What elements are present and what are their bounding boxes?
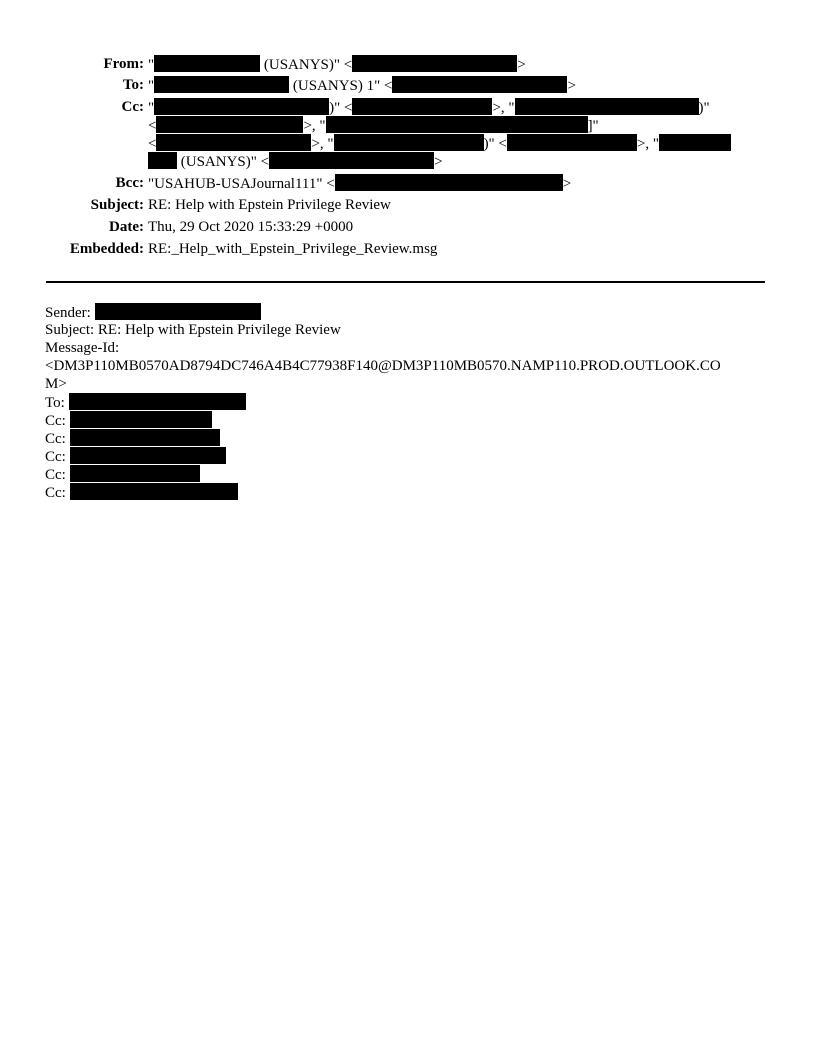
- cc-label: Cc:: [45, 431, 70, 447]
- redaction-block: [352, 98, 492, 115]
- cc-sep: (USANYS)" <: [177, 154, 270, 170]
- cc-sep: >, ": [492, 100, 515, 116]
- redaction-block: [156, 116, 303, 133]
- to-value: [148, 76, 576, 95]
- body-subject-line: Subject: RE: Help with Epstein Privilege Review: [45, 322, 341, 338]
- angle-close: >: [517, 57, 526, 73]
- redaction-block: [326, 116, 588, 133]
- embedded-label: Embedded:: [69, 241, 144, 257]
- message-id-value-line-2: M>: [45, 376, 67, 392]
- redaction-block: [70, 447, 226, 464]
- message-id-label: Message-Id:: [45, 340, 120, 356]
- cc-value-line-1: [148, 98, 710, 117]
- body-cc-line: [45, 429, 220, 448]
- divider: [46, 281, 765, 283]
- redaction-block: [154, 76, 289, 93]
- body-cc-line: [45, 465, 200, 484]
- to-label: To:: [122, 77, 144, 93]
- bcc-label: Bcc:: [115, 175, 144, 191]
- to-label: To:: [45, 395, 69, 411]
- cc-label: Cc:: [121, 99, 144, 115]
- cc-sep: >, ": [311, 136, 334, 152]
- angle-close: >: [562, 176, 572, 192]
- from-label: From:: [103, 56, 144, 72]
- redaction-block: [352, 55, 517, 72]
- angle-close: >: [434, 154, 443, 170]
- cc-label: Cc:: [45, 449, 70, 465]
- body-cc-line: [45, 483, 238, 502]
- message-id-value-line-1: <DM3P110MB0570AD8794DC746A4B4C77938F140@DM3P110MB0570.NAMP110.PROD.OUTLOOK.CO: [45, 358, 721, 374]
- date-label: Date:: [109, 219, 144, 235]
- redaction-block: [70, 465, 200, 482]
- sender-label: Sender:: [45, 305, 95, 321]
- to-mid: (USANYS) 1" <: [289, 78, 393, 94]
- cc-sep: ]": [587, 118, 599, 134]
- redaction-block: [156, 134, 311, 151]
- body-to-line: [45, 393, 246, 412]
- subject-value: RE: Help with Epstein Privilege Review: [148, 197, 391, 213]
- redaction-block: [659, 134, 731, 151]
- cc-value-line-3: [148, 134, 731, 153]
- bcc-value: [148, 174, 571, 193]
- redaction-block: [69, 393, 246, 410]
- redaction-block: [148, 152, 177, 169]
- subject-label: Subject:: [90, 197, 144, 213]
- from-value: [148, 55, 526, 74]
- bcc-text: "USAHUB-USAJournal111" <: [148, 176, 335, 192]
- cc-sep: )": [698, 100, 710, 116]
- body-cc-line: [45, 447, 226, 466]
- angle-open: <: [148, 136, 157, 152]
- body-cc-line: [45, 411, 212, 430]
- sender-line: [45, 303, 261, 322]
- redaction-block: [269, 152, 434, 169]
- redaction-block: [392, 76, 567, 93]
- cc-sep: )" <: [483, 136, 507, 152]
- redaction-block: [515, 98, 699, 115]
- from-mid: (USANYS)" <: [260, 57, 353, 73]
- quote: ": [148, 100, 155, 116]
- cc-label: Cc:: [45, 467, 70, 483]
- cc-value-line-2: [148, 116, 599, 135]
- redaction-block: [154, 55, 260, 72]
- redaction-block: [507, 134, 637, 151]
- angle-open: <: [148, 118, 157, 134]
- redaction-block: [334, 134, 484, 151]
- cc-label: Cc:: [45, 485, 70, 501]
- cc-sep: )" <: [329, 100, 353, 116]
- embedded-value: RE:_Help_with_Epstein_Privilege_Review.msg: [148, 241, 438, 257]
- redaction-block: [154, 98, 329, 115]
- quote: ": [148, 57, 155, 73]
- redaction-block: [335, 174, 563, 191]
- cc-sep: >, ": [303, 118, 326, 134]
- cc-label: Cc:: [45, 413, 70, 429]
- date-value: Thu, 29 Oct 2020 15:33:29 +0000: [148, 219, 354, 235]
- redaction-block: [70, 429, 220, 446]
- quote: ": [148, 78, 155, 94]
- redaction-block: [95, 303, 261, 320]
- redaction-block: [70, 411, 212, 428]
- cc-sep: >, ": [636, 136, 659, 152]
- redaction-block: [70, 483, 238, 500]
- angle-close: >: [567, 78, 576, 94]
- cc-value-line-4: [148, 152, 443, 171]
